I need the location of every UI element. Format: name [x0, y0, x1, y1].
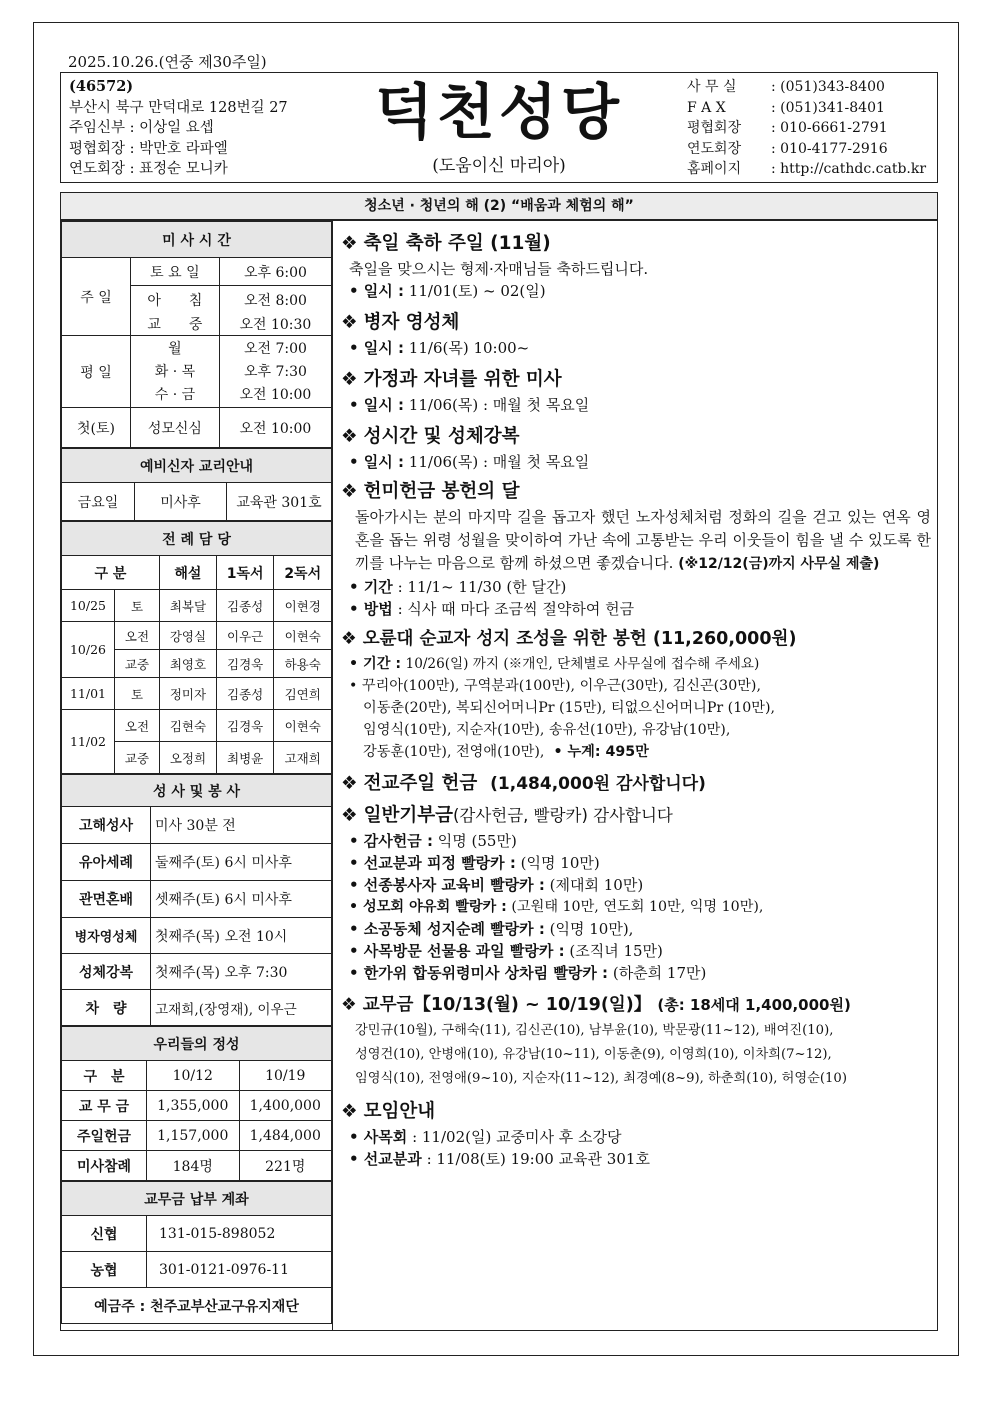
- notice-amount: (총: 18세대 1,400,000원): [657, 996, 851, 1014]
- header-box: [60, 72, 938, 183]
- liturgy-date: 10/25: [62, 590, 115, 622]
- item-value: 11/6(목) 10:00~: [408, 339, 530, 357]
- mass-time: 오전 10:30: [219, 314, 331, 336]
- notice-heading: [341, 771, 931, 797]
- notice-title: 모임안내: [363, 1101, 436, 1122]
- item-value: 11/01(토) ~ 02(일): [408, 282, 546, 300]
- liturgy-header: 해설: [160, 556, 217, 590]
- liturgy-sub: 토: [115, 590, 160, 622]
- contact-value: : 010-4177-2916: [771, 140, 888, 157]
- mass-day: 화 · 목: [131, 360, 220, 382]
- item-label: • 기간 :: [349, 656, 402, 672]
- liturgy-cell: 김종성: [216, 590, 274, 622]
- mass-time: 오전 7:00: [219, 336, 331, 360]
- bulletin-date: 2025.10.26.(연중 제30주일): [68, 53, 267, 71]
- mass-day: 성모신심: [131, 408, 220, 448]
- catechumen-when: 미사후: [135, 483, 227, 521]
- item-value: (하춘희 17만): [612, 964, 707, 982]
- notice-title: 가정과 자녀를 위한 미사: [363, 369, 562, 390]
- notice-title: 성시간 및 성체강복: [363, 426, 520, 447]
- catechumen-day: 금요일: [62, 483, 135, 521]
- offering-key: 교 무 금: [62, 1091, 147, 1121]
- table-row: [62, 1151, 332, 1181]
- first-saturday-label: 첫(토): [62, 408, 131, 448]
- liturgy-date: 11/02: [62, 710, 115, 774]
- notice-amount: (1,484,000원 감사합니다): [490, 774, 706, 794]
- contact-row: [687, 98, 926, 119]
- mass-day: 월: [131, 336, 220, 360]
- item-label: • 일시 :: [349, 339, 405, 357]
- diamond-bullet-icon: ❖: [341, 426, 358, 447]
- year-theme: 청소년 · 청년의 해 (2) “배움과 체험의 해”: [60, 192, 938, 220]
- item-label: • 사목회: [349, 1128, 408, 1146]
- liturgy-sub: 토: [115, 678, 160, 710]
- offerings-table: [61, 1026, 332, 1181]
- item-label: • 소공동체 성지순례 빨랑카 :: [349, 920, 545, 938]
- donor-line: [341, 741, 931, 763]
- accounts-title: 교무금 납부 계좌: [62, 1182, 332, 1216]
- contributor-line: 강민규(10월), 구해숙(11), 김신곤(10), 남부윤(10), 박문광(11~12), 배여진(10),: [355, 1023, 834, 1038]
- table-row: [62, 807, 332, 844]
- liturgy-cell: 김종성: [216, 678, 274, 710]
- notice-heading: [341, 803, 931, 829]
- sacrament-value: 고재희,(장영재), 이우근: [151, 990, 332, 1026]
- donor-line: • 꾸리아(100만), 구역분과(100만), 이우근(30만), 김신곤(30만),: [349, 678, 761, 694]
- mass-section-title: 미 사 시 간: [62, 222, 332, 258]
- mass-day: 수 · 금: [131, 382, 220, 408]
- liturgy-cell: 이우근: [216, 622, 274, 650]
- item-label: • 선교분과: [349, 1150, 422, 1168]
- liturgy-header: 구 분: [62, 556, 160, 590]
- item-value: : 11/1~ 11/30 (한 달간): [397, 578, 567, 596]
- notice-heading: [341, 424, 931, 450]
- mass-time: 오전 8:00: [219, 286, 331, 314]
- contact-value: : 010-6661-2791: [771, 120, 888, 136]
- sacrament-key: 차 량: [62, 990, 151, 1026]
- notice-title: 헌미헌금 봉헌의 달: [363, 481, 520, 502]
- notice-subtitle: (감사헌금, 빨랑카) 감사합니다: [452, 806, 673, 825]
- liturgy-cell: 김연희: [274, 678, 332, 710]
- item-value: : 11/08(토) 19:00 교육관 301호: [426, 1150, 650, 1168]
- liturgy-cell: 강영실: [160, 622, 217, 650]
- offering-header: 10/19: [239, 1061, 332, 1091]
- table-row: [62, 881, 332, 918]
- offering-value: 1,400,000: [239, 1091, 332, 1121]
- diamond-bullet-icon: ❖: [341, 1101, 358, 1122]
- accounts-table: [61, 1181, 332, 1324]
- liturgy-header: 1독서: [216, 556, 274, 590]
- council-head: 평협회장 : 박만호 라파엘: [69, 140, 228, 157]
- offerings-title: 우리들의 정성: [62, 1027, 332, 1061]
- donation-item: [341, 918, 931, 940]
- offering-value: 1,157,000: [147, 1121, 240, 1151]
- offering-key: 미사참례: [62, 1151, 147, 1181]
- liturgy-date: 11/01: [62, 678, 115, 710]
- notice-item: [341, 280, 931, 302]
- item-value: 익명 (55만): [437, 832, 517, 850]
- liturgy-cell: 최영호: [160, 650, 217, 678]
- notice-title: 교무금【10/13(월) ~ 10/19(일)】: [362, 995, 652, 1015]
- table-row: [62, 1091, 332, 1121]
- right-column: [333, 220, 938, 1331]
- notice-heading: [341, 231, 931, 257]
- account-number: 131-015-898052: [147, 1216, 332, 1252]
- notice-heading: [341, 626, 931, 652]
- left-column: [60, 220, 333, 1331]
- diamond-bullet-icon: ❖: [341, 995, 357, 1015]
- donor-line: 이동춘(20만), 복되신어머니Pr (15만), 티없으신어머니Pr (10만),: [363, 700, 775, 716]
- table-row: [62, 710, 332, 742]
- notice-item: [341, 337, 931, 359]
- notice-item: [341, 576, 931, 598]
- liturgy-cell: 김현숙: [160, 710, 217, 742]
- notice-heading: [341, 479, 931, 505]
- item-label: • 한가위 합동위령미사 상차림 빨랑카 :: [349, 964, 609, 982]
- table-row: [62, 990, 332, 1026]
- paragraph-note: (※12/12(금)까지 사무실 제출): [678, 556, 880, 572]
- paragraph-text: 돌아가시는 분의 마지막 길을 돕고자 했던 노자성체처럼 정화의 길을 걷고 있는 연옥 영혼을 돕는 위령 성월을 맞이하여 가난 속에 고통받는 우리 이웃들이 힘을 낼 수 있도록 한 끼를 나누는 마음으로 함께 하셨으면 좋겠습니다.: [355, 508, 931, 572]
- mass-day: 아 침: [131, 286, 220, 314]
- contact-key: F A X: [687, 99, 726, 116]
- notices: [341, 227, 931, 1170]
- liturgy-cell: 최병윤: [216, 742, 274, 774]
- table-row: [62, 622, 332, 650]
- liturgy-cell: 오정희: [160, 742, 217, 774]
- notice-item: [341, 598, 931, 620]
- liturgy-cell: 하용숙: [274, 650, 332, 678]
- item-label: • 일시 :: [349, 282, 405, 300]
- notice-item: [341, 451, 931, 473]
- notice-title: 축일 축하 주일 (11월): [363, 233, 551, 254]
- donation-item: [341, 940, 931, 962]
- address: 부산시 북구 만덕대로 128번길 27: [69, 99, 288, 116]
- notice-title: 전교주일 헌금: [363, 773, 478, 794]
- liturgy-title: 전 례 담 당: [62, 522, 332, 556]
- offering-value: 1,355,000: [147, 1091, 240, 1121]
- table-row: [62, 954, 332, 990]
- item-label: • 성모회 야유회 빨랑카 :: [349, 899, 507, 915]
- notice-title: 병자 영성체: [363, 312, 460, 333]
- diamond-bullet-icon: ❖: [341, 805, 358, 826]
- donor-line: 임영식(10만), 지순자(10만), 송유선(10만), 유강남(10만),: [363, 722, 731, 738]
- item-label: • 방법: [349, 600, 393, 618]
- contact-row: [687, 118, 926, 139]
- table-row: [62, 678, 332, 710]
- liturgy-sub: 오전: [115, 622, 160, 650]
- liturgy-cell: 이현숙: [274, 622, 332, 650]
- liturgy-date: 10/26: [62, 622, 115, 678]
- catechumen-where: 교육관 301호: [227, 483, 332, 521]
- sacrament-key: 관면혼배: [62, 881, 151, 918]
- sacrament-value: 첫째주(목) 오전 10시: [151, 918, 332, 954]
- notice-title: 일반기부금: [363, 805, 453, 826]
- contributor-line: 임영식(10), 전영애(9~10), 지순자(11~12), 최경예(8~9), 하춘희(10), 허영순(10): [355, 1071, 847, 1086]
- liturgy-sub: 오전: [115, 710, 160, 742]
- mass-time: 오후 7:30: [219, 360, 331, 382]
- contact-info: [687, 77, 926, 180]
- table-row: [62, 1121, 332, 1151]
- mass-schedule-table: [61, 221, 332, 448]
- liturgy-cell: 김경욱: [216, 650, 274, 678]
- liturgy-cell: 최복달: [160, 590, 217, 622]
- sacrament-value: 미사 30분 전: [151, 807, 332, 844]
- offering-value: 221명: [239, 1151, 332, 1181]
- table-row: [62, 918, 332, 954]
- notice-text: 축일을 맞으시는 형제·자매님들 축하드립니다.: [349, 260, 649, 278]
- liturgy-header: 2독서: [274, 556, 332, 590]
- donor-total: • 누계: 495만: [553, 744, 649, 760]
- donation-item: [341, 852, 931, 874]
- notice-item: [341, 653, 931, 675]
- contact-key: 홈페이지: [687, 161, 742, 177]
- item-value: (익명 10만),: [549, 920, 634, 938]
- contact-value: : (051)341-8401: [771, 99, 885, 116]
- offering-value: 1,484,000: [239, 1121, 332, 1151]
- bank-name: 신협: [62, 1216, 147, 1252]
- notice-heading: [341, 367, 931, 393]
- sacrament-key: 고해성사: [62, 807, 151, 844]
- offering-value: 184명: [147, 1151, 240, 1181]
- parish-title: 덕천성당: [375, 78, 623, 148]
- account-number: 301-0121-0976-11: [147, 1252, 332, 1288]
- mass-time: 오전 10:00: [219, 408, 331, 448]
- sacrament-value: 첫째주(목) 오후 7:30: [151, 954, 332, 990]
- contributor-line: 성영건(10), 안병애(10), 유강남(10~11), 이동춘(9), 이영희(10), 이차희(7~12),: [355, 1047, 832, 1062]
- item-label: • 감사헌금 :: [349, 832, 433, 850]
- catechumen-title: 예비신자 교리안내: [62, 449, 332, 483]
- item-label: • 기간: [349, 578, 393, 596]
- notice-heading: [341, 310, 931, 336]
- parish-info: [69, 77, 288, 180]
- sunday-label: 주 일: [62, 258, 131, 336]
- item-value: 10/26(일) 까지 (※개인, 단체별로 사무실에 접수해 주세요): [405, 656, 760, 672]
- diamond-bullet-icon: ❖: [341, 369, 358, 390]
- liturgy-sub: 교중: [115, 650, 160, 678]
- contact-value: : (051)343-8400: [771, 79, 885, 95]
- item-value: 11/06(목) : 매월 첫 목요일: [408, 396, 590, 414]
- contact-key: 연도회장: [687, 140, 742, 157]
- homepage-link[interactable]: : http://cathdc.catb.kr: [771, 161, 927, 177]
- notice-heading: [341, 1099, 931, 1125]
- contact-row: [687, 77, 926, 98]
- sacrament-key: 병자영성체: [62, 918, 151, 954]
- notice-item: [341, 394, 931, 416]
- mass-time: 오후 6:00: [219, 258, 331, 286]
- offering-header: 10/12: [147, 1061, 240, 1091]
- diamond-bullet-icon: ❖: [341, 629, 357, 649]
- weekday-label: 평 일: [62, 336, 131, 408]
- contact-row: [687, 139, 926, 160]
- liturgy-sub: 교중: [115, 742, 160, 774]
- item-label: • 사목방문 선물용 과일 빨랑카 :: [349, 942, 565, 960]
- item-label: • 일시 :: [349, 453, 405, 471]
- sacrament-key: 성체강복: [62, 954, 151, 990]
- notice-paragraph: [341, 506, 931, 576]
- catechumen-table: [61, 448, 332, 521]
- offering-header: 구 분: [62, 1061, 147, 1091]
- item-value: (고원태 10만, 연도회 10만, 익명 10만),: [511, 899, 764, 915]
- item-value: : 식사 때 마다 조금씩 절약하여 헌금: [397, 600, 635, 618]
- sacrament-value: 셋째주(토) 6시 미사후: [151, 881, 332, 918]
- diamond-bullet-icon: ❖: [341, 233, 358, 254]
- sacrament-key: 유아세례: [62, 844, 151, 881]
- sacraments-title: 성 사 및 봉 사: [62, 775, 332, 807]
- diamond-bullet-icon: ❖: [341, 312, 358, 333]
- account-holder: 예금주 : 천주교부산교구유지재단: [62, 1288, 332, 1324]
- liturgy-cell: 이현경: [274, 590, 332, 622]
- contact-key: 평협회장: [687, 120, 742, 136]
- mass-time: 오전 10:00: [219, 382, 331, 408]
- liturgy-cell: 김경욱: [216, 710, 274, 742]
- table-row: [62, 1216, 332, 1252]
- diamond-bullet-icon: ❖: [341, 773, 358, 794]
- notice-title: 오륜대 순교자 성지 조성을 위한 봉헌 (11,260,000원): [362, 629, 797, 649]
- parish-subtitle: (도움이신 마리아): [432, 156, 566, 176]
- zip-code: (46572): [69, 78, 134, 95]
- sacrament-value: 둘째주(토) 6시 미사후: [151, 844, 332, 881]
- liturgy-cell: 고재희: [274, 742, 332, 774]
- sacraments-table: [61, 774, 332, 1026]
- donation-item: [341, 962, 931, 984]
- donor-text: 강동훈(10만), 전영애(10만),: [363, 744, 545, 760]
- mass-day: 교 중: [131, 314, 220, 336]
- diamond-bullet-icon: ❖: [341, 481, 358, 502]
- donation-item: [341, 874, 931, 896]
- meeting-item: [341, 1126, 931, 1148]
- table-row: [62, 1252, 332, 1288]
- contact-key: 사 무 실: [687, 79, 737, 95]
- liturgy-cell: 정미자: [160, 678, 217, 710]
- donation-item: [341, 896, 931, 918]
- item-value: (익명 10만): [520, 854, 600, 872]
- table-row: [62, 1061, 332, 1091]
- notice-heading: [341, 992, 931, 1018]
- meeting-item: [341, 1148, 931, 1170]
- offering-key: 주일헌금: [62, 1121, 147, 1151]
- item-value: : 11/02(일) 교중미사 후 소강당: [412, 1128, 622, 1146]
- table-row: [62, 844, 332, 881]
- item-label: • 일시 :: [349, 396, 405, 414]
- table-row: [62, 590, 332, 622]
- pastor: 주임신부 : 이상일 요셉: [69, 120, 214, 136]
- liturgy-cell: 이현숙: [274, 710, 332, 742]
- donation-item: [341, 830, 931, 852]
- item-value: (조직녀 15만): [569, 942, 663, 960]
- bank-name: 농협: [62, 1252, 147, 1288]
- item-value: 11/06(목) : 매월 첫 목요일: [408, 453, 590, 471]
- contact-row: [687, 159, 926, 180]
- district-head: 연도회장 : 표정순 모니카: [69, 161, 228, 177]
- item-label: • 선종봉사자 교육비 빨랑카 :: [349, 876, 545, 894]
- mass-day: 토 요 일: [131, 258, 220, 286]
- item-label: • 선교분과 피정 빨랑카 :: [349, 854, 516, 872]
- item-value: (제대회 10만): [549, 876, 644, 894]
- liturgy-table: [61, 521, 332, 774]
